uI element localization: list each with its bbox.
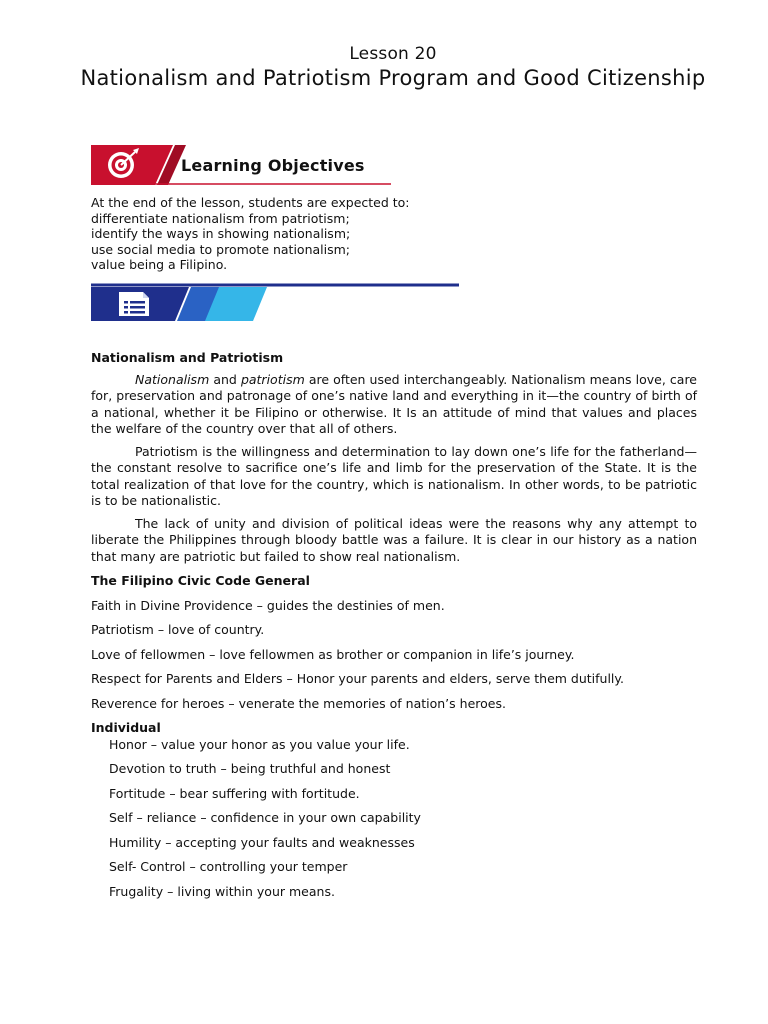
content-banner: [91, 283, 459, 321]
objectives-list: [91, 195, 691, 273]
civic-code-item: Patriotism – love of country.: [91, 622, 265, 637]
individual-item: Fortitude – bear suffering with fortitude.: [109, 785, 360, 801]
individual-item: Self- Control – controlling your temper: [109, 859, 348, 874]
individual-item: Humility – accepting your faults and weaknesses: [109, 834, 415, 850]
individual-heading: Individual: [91, 720, 161, 735]
objectives-intro: At the end of the lesson, students are expected to:: [91, 195, 410, 210]
lesson-content: [91, 350, 697, 900]
civic-code-item: Reverence for heroes – venerate the memories of nation’s heroes.: [91, 695, 506, 711]
civic-code-heading: The Filipino Civic Code General: [91, 573, 310, 588]
term-patriotism: patriotism: [240, 371, 305, 387]
civic-code-item: Faith in Divine Providence – guides the destinies of men.: [91, 597, 445, 613]
learning-objectives-heading: Learning Objectives: [181, 156, 365, 175]
document-icon: [119, 292, 149, 316]
section-heading: Nationalism and Patriotism: [91, 350, 284, 365]
civic-code-item: Love of fellowmen – love fellowmen as brother or companion in life’s journey.: [91, 646, 575, 662]
paragraph: The lack of unity and division of political ideas were the reasons why any attempt to liberate the Philippines through bloody battle was a failure. It is clear in our history as a nation that many are patriotic but failed to show real nationalism.: [91, 515, 697, 564]
civic-code-item: Respect for Parents and Elders – Honor your parents and elders, serve them dutifully.: [91, 671, 624, 686]
individual-item: Self – reliance – confidence in your own capability: [109, 810, 421, 825]
lesson-title: Nationalism and Patriotism Program and Good Citizenship: [80, 66, 706, 90]
objective-item: differentiate nationalism from patriotism;: [91, 210, 350, 226]
objective-item: identify the ways in showing nationalism;: [91, 226, 351, 241]
conjunction: and: [209, 371, 241, 387]
objective-item: value being a Filipino.: [91, 257, 228, 272]
term-nationalism: Nationalism: [135, 371, 210, 387]
paragraph: [91, 372, 697, 438]
individual-item: Devotion to truth – being truthful and honest: [109, 761, 391, 776]
paragraph-text: are often used interchangeably. Nationalism means love, care for, preservation and patronage of one’s native land and everything in it—the country of birth of a national, whether it be Filipino or otherwise. It Is an attitude of mind that values and places the welfare of the country over that all of others.: [91, 371, 697, 436]
paragraph: Patriotism is the willingness and determination to lay down one’s life for the fatherland—the constant resolve to sacrifice one’s life and limb for the preservation of the State. It is the total realization of that love for the country, which is nationalism. In other words, to be patriotic is to be nationalistic.: [91, 443, 697, 508]
lesson-number: Lesson 20: [349, 44, 437, 64]
objective-item: use social media to promote nationalism;: [91, 241, 351, 257]
individual-item: Frugality – living within your means.: [109, 883, 335, 899]
individual-item: Honor – value your honor as you value your life.: [109, 736, 410, 752]
